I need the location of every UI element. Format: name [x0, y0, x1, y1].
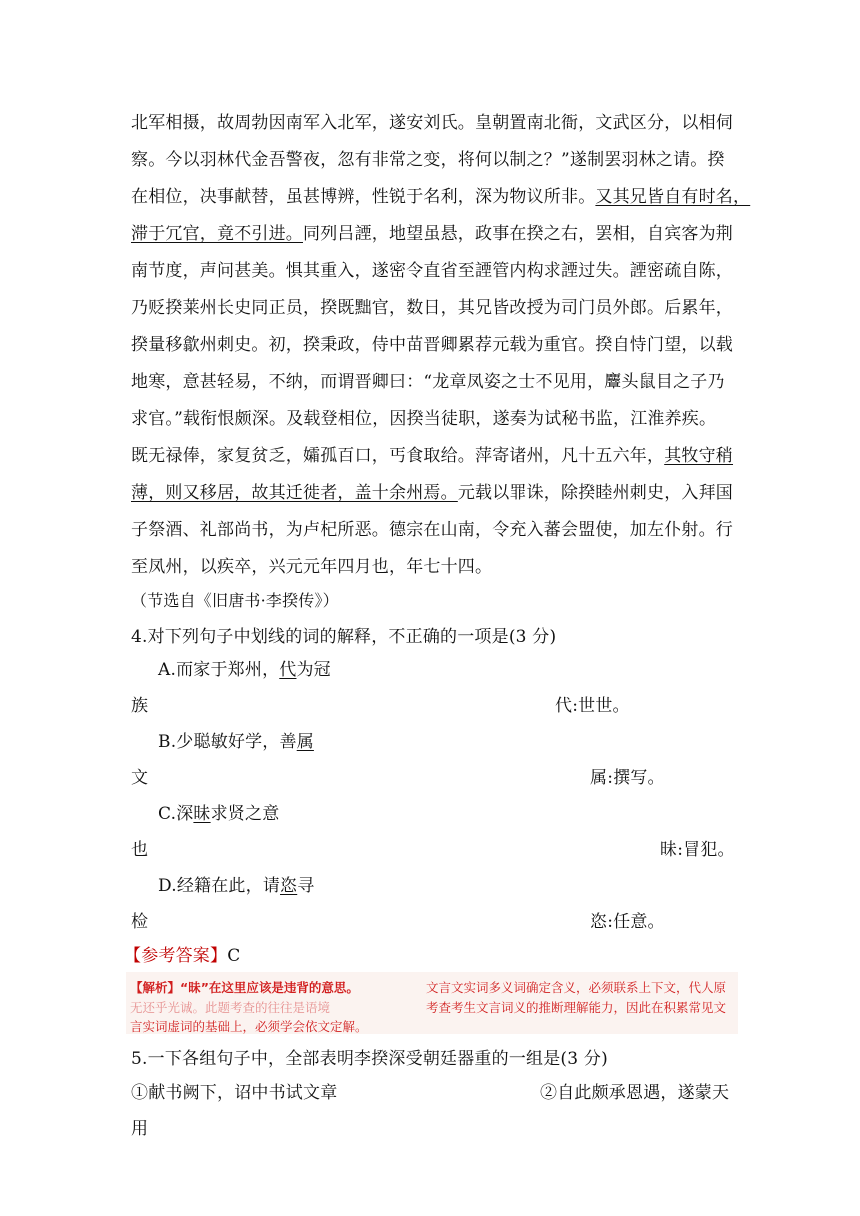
option-text: D.经籍在此，请 — [158, 876, 281, 896]
question-5-stem: 5.一下各组句子中，全部表明李揆深受朝廷器重的一组是(3 分) — [131, 1049, 608, 1069]
passage-line-10 — [131, 441, 733, 466]
option-d-gloss: 恣:任意。 — [590, 912, 665, 932]
option-text: 求贤之意 — [210, 804, 280, 824]
question-5-item-2: ②自此颇承恩遇，遂蒙天 — [540, 1083, 730, 1103]
option-d-continuation: 检 — [131, 912, 149, 932]
explanation-text: 文言文实词多义词确定含义，必须联系上下文，代人原 — [426, 980, 727, 995]
passage-text: 既无禄俸，家复贫乏，孀孤百口，丐食取给。萍寄诸州，凡十五六年， — [131, 446, 665, 466]
passage-line-12: 子祭酒、礼部尚书，为卢杞所恶。德宗在山南，令充入蕃会盟使，加左仆射。行 — [131, 520, 733, 540]
passage-line-8: 地寒，意甚轻易，不纳，而谓晋卿曰：“龙章凤姿之士不见用，麞头鼠目之子乃 — [131, 372, 725, 392]
passage-line-7: 揆量移歙州刺史。初，揆秉政，侍中苗晋卿累荐元载为重官。揆自恃门望，以载 — [131, 335, 733, 355]
explanation-image — [126, 972, 738, 1034]
question-5-item-1: ①献书阙下，诏中书试文章 — [131, 1083, 338, 1103]
reference-answer — [124, 941, 240, 966]
question-4-stem: 4.对下列句子中划线的词的解释，不正确的一项是(3 分) — [131, 627, 557, 647]
answer-label: 【参考答案】 — [124, 946, 228, 966]
answer-value: C — [227, 946, 241, 966]
option-text: A.而家于郑州， — [158, 660, 280, 680]
passage-line-2: 察。今以羽林代金吾警夜，忽有非常之变，将何以制之？”遂制罢羽林之请。揆 — [131, 150, 725, 170]
option-b — [158, 727, 314, 752]
passage-line-13: 至凤州，以疾卒，兴元元年四月也，年七十四。 — [131, 557, 493, 577]
option-a-continuation: 族 — [131, 696, 149, 716]
explanation-text: 【解析】“昧”在这里应该是违背的意思。 — [130, 980, 359, 995]
underlined-word: 昧 — [193, 804, 211, 824]
option-c-gloss: 昧:冒犯。 — [660, 840, 735, 860]
option-c-continuation: 也 — [131, 840, 149, 860]
explanation-text: 考查考生文言词义的推断理解能力，因此在积累常见文 — [426, 1000, 727, 1015]
option-text: 为冠 — [296, 660, 331, 680]
option-text: 寻 — [297, 876, 315, 896]
underlined-word: 代 — [279, 660, 297, 680]
option-b-gloss: 属:撰写。 — [590, 768, 665, 788]
passage-line-11 — [131, 478, 733, 503]
explanation-text: 无还乎光诚。此题考查的往往是语境 — [130, 1000, 331, 1015]
option-c — [158, 799, 279, 824]
underlined-sentence: 滞于冗官，竟不引进。 — [131, 224, 303, 244]
underlined-word: 恣 — [280, 876, 298, 896]
source-citation: （节选自《旧唐书·李揆传》） — [131, 591, 339, 610]
explanation-text: 言实词虚词的基础上，必须学会依文定解。 — [130, 1019, 368, 1034]
passage-line-3 — [131, 182, 750, 207]
passage-line-4 — [131, 219, 733, 244]
option-b-continuation: 文 — [131, 768, 149, 788]
question-5-item-2-continuation: 用 — [131, 1119, 149, 1139]
passage-line-9: 求官。”载衔恨颇深。及载登相位，因揆当徒职，遂奏为试秘书监，江淮养疾。 — [131, 409, 717, 429]
underlined-sentence: 又其兄皆自有时名， — [595, 187, 751, 207]
option-d — [158, 871, 314, 896]
option-text: C.深 — [158, 804, 194, 824]
option-a — [158, 655, 331, 680]
option-text: B.少聪敏好学，善 — [158, 732, 297, 752]
passage-line-1: 北军相摄，故周勃因南军入北军，遂安刘氏。皇朝置南北衙，文武区分，以相伺 — [131, 113, 733, 133]
underlined-sentence: 其牧守稍 — [664, 446, 734, 466]
underlined-sentence: 薄，则又移居，故其迁徙者，盖十余州焉。 — [131, 483, 458, 503]
passage-line-5: 南节度，声问甚美。惧其重入，遂密令直省至諲管内构求諲过失。諲密疏自陈， — [131, 261, 733, 281]
passage-text: 同列吕諲，地望虽悬，政事在揆之右，罢相，自宾客为荆 — [303, 224, 733, 244]
passage-text: 元载以罪诛，除揆睦州刺史，入拜国 — [457, 483, 734, 503]
underlined-word: 属 — [296, 732, 314, 752]
passage-line-6: 乃贬揆莱州长史同正员，揆既黜官，数日，其兄皆改授为司门员外郎。后累年， — [131, 298, 733, 318]
option-a-gloss: 代:世世。 — [555, 696, 630, 716]
passage-text: 在相位，决事献替，虽甚博辨，性锐于名利，深为物议所非。 — [131, 187, 596, 207]
